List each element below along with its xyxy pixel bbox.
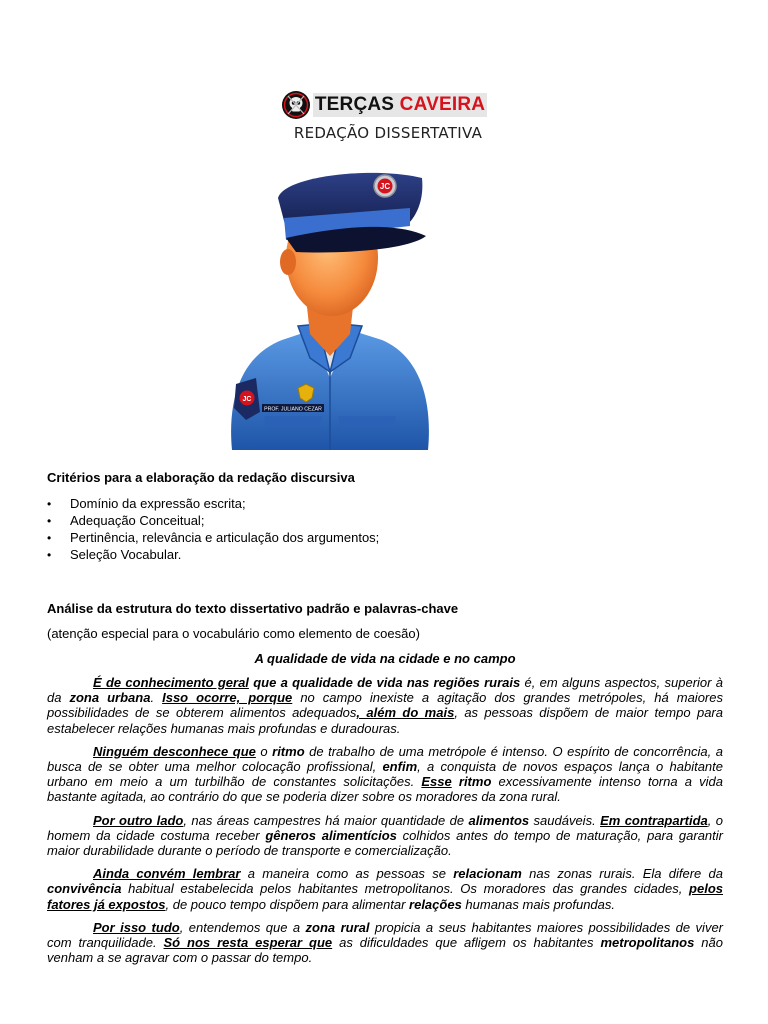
essay-body — [47, 675, 723, 973]
text-run: , entendemos que a — [179, 919, 306, 935]
brand-title-part2: CAVEIRA — [399, 94, 486, 115]
keyword: alimentos — [468, 812, 530, 828]
keyword: gêneros alimentícios — [265, 827, 397, 843]
text-run: colhidos antes do tempo de maturação, para garantir maior durabilidade durante o período de transporte e comercialização. — [47, 827, 723, 859]
text-run: , nas áreas campestres há maior quantidade de — [183, 812, 469, 828]
text-run: o — [255, 743, 273, 759]
text-run: humanas mais profundas. — [461, 896, 615, 912]
brand-title-part1: TERÇAS — [314, 94, 395, 115]
text-run: as dificuldades que afligem os habitantes — [332, 935, 601, 951]
connective-phrase: Ainda convém lembrar — [93, 866, 241, 882]
list-item: • Seleção Vocabular. — [47, 547, 723, 564]
connective-phrase: Só nos resta esperar que — [163, 935, 333, 951]
text-run: , a conquista de novos espaços lança o habitante urbano em meio a um turbilhão de constantes solicitações. — [47, 759, 723, 790]
connective-phrase: pelos fatores já expostos — [47, 881, 723, 912]
keyword: zona rural — [305, 919, 370, 935]
essay-title: A qualidade de vida na cidade e no campo — [254, 651, 516, 666]
keyword: relações — [409, 896, 462, 912]
connective-phrase: Por isso tudo — [93, 919, 180, 935]
text-run — [452, 774, 459, 789]
connective-phrase: Esse — [421, 774, 452, 790]
text-run: . — [150, 690, 163, 706]
essay-paragraph — [47, 866, 723, 912]
connective-phrase: Em contrapartida — [600, 812, 708, 828]
criteria-heading: Critérios para a elaboração da redação discursiva — [47, 470, 355, 485]
keyword: convivência — [47, 881, 122, 897]
text-run: é, em alguns aspectos, superior à da — [47, 675, 723, 706]
text-run: propicia a seus habitantes maiores possibilidades de viver com tranquilidade. — [47, 919, 723, 951]
list-item: • Adequação Conceitual; — [47, 513, 723, 530]
document-subtitle: REDAÇÃO DISSERTATIVA — [293, 124, 483, 142]
analysis-note: (atenção especial para o vocabulário como elemento de coesão) — [47, 626, 420, 641]
essay-paragraph — [47, 813, 723, 859]
document-header — [0, 90, 768, 142]
connective-phrase: Isso ocorre, porque — [162, 690, 293, 706]
keyword: que a qualidade de vida nas regiões rurais — [248, 675, 521, 690]
name-tag-text: PROF. JULIANO CEZAR — [264, 406, 322, 413]
essay-paragraph — [47, 744, 723, 805]
essay-paragraph — [47, 675, 723, 736]
list-item: • Pertinência, relevância e articulação dos argumentos; — [47, 530, 723, 547]
essay-paragraph — [47, 920, 723, 966]
text-run: de trabalho de uma metrópole é intenso. O espírito de concorrência, a busca de se obter uma melhor colocação profissional, — [47, 743, 723, 775]
connective-phrase: É de conhecimento geral — [93, 675, 249, 690]
brand-title — [313, 93, 487, 117]
connective-phrase: Ninguém desconhece que — [93, 743, 256, 759]
keyword: ritmo — [458, 774, 492, 790]
keyword: zona urbana — [69, 690, 151, 706]
text-run: a maneira como as pessoas se — [240, 866, 454, 882]
text-run: no campo inexiste a agitação dos grandes metrópoles, há maiores possibilidades de se obterem alimentos adequados — [47, 690, 723, 721]
text-run: saudáveis. — [529, 812, 601, 828]
chest-badge-text: JC — [242, 396, 252, 403]
text-run: nas zonas rurais. Ela difere da — [521, 866, 723, 882]
text-run: não venham a se agravar com o passar do tempo. — [47, 935, 723, 966]
cap-badge-text: JC — [379, 182, 391, 191]
text-run: excessivamente intenso torna a vida bastante agitada, ao contrário do que se poderia dizer sobre os moradores da zona rural. — [47, 774, 723, 805]
keyword: relacionam — [453, 866, 522, 882]
skull-logo-icon — [281, 90, 311, 120]
brand — [0, 90, 768, 120]
analysis-heading: Análise da estrutura do texto dissertativo padrão e palavras-chave — [47, 601, 459, 616]
text-run: , o homem da cidade costuma receber — [47, 812, 723, 843]
keyword: metropolitanos — [600, 935, 695, 951]
list-item: • Domínio da expressão escrita; — [47, 496, 723, 513]
text-run: , de pouco tempo dispõem para alimentar — [165, 896, 410, 912]
criteria-list — [47, 496, 723, 564]
keyword: ritmo — [272, 743, 305, 759]
police-officer-avatar — [222, 158, 438, 460]
connective-phrase: Por outro lado — [93, 812, 184, 828]
keyword: enfim — [382, 759, 418, 775]
text-run: , as pessoas dispõem de maior tempo para estabelecer relações humanas mais profundas e duradouras. — [47, 705, 723, 736]
connective-phrase: , além do mais — [356, 705, 455, 721]
text-run: habitual estabelecida pelos habitantes metropolitanos. Os moradores das grandes cidades, — [121, 881, 690, 897]
